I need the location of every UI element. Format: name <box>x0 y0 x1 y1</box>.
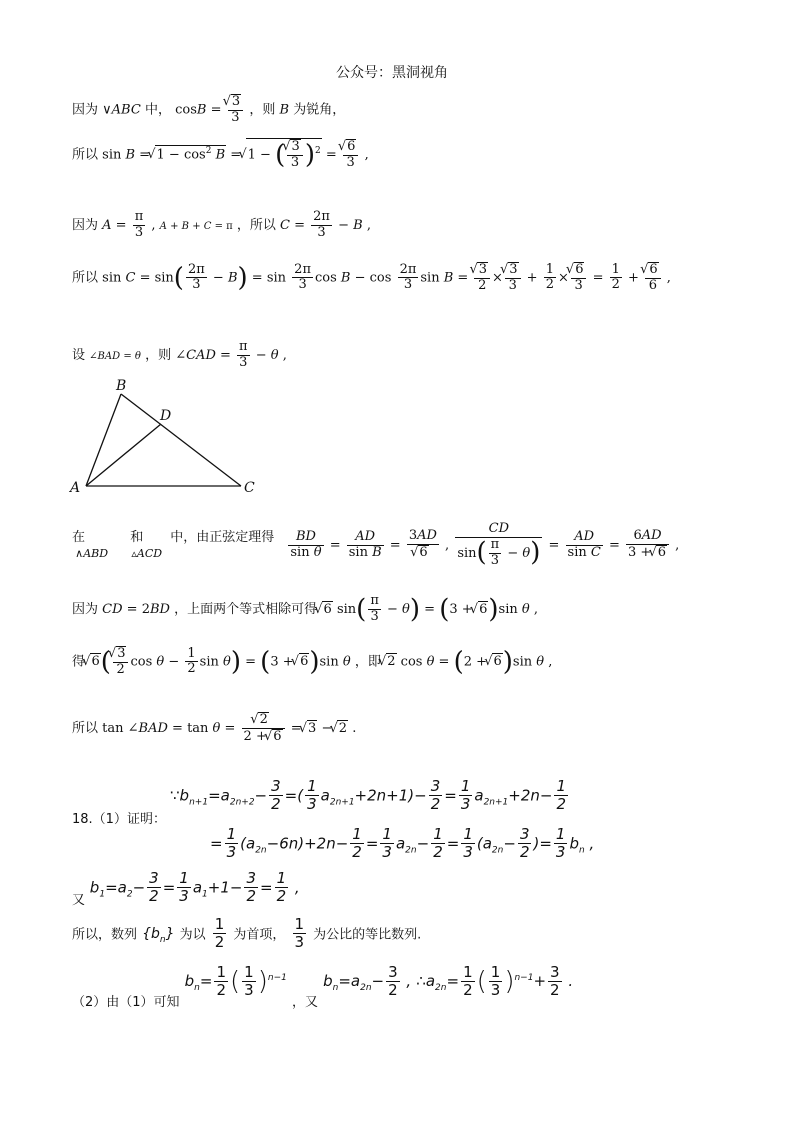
line-3: 因为 A = $\frac{\pi}{3}$ , A + B + C = π ，所以 C = $\frac{2\pi}{3}$ − B , <box>72 209 371 240</box>
label-a: A <box>70 480 81 496</box>
line-6: 在 $_{\wedge ABD}$ 和 $_{▵ACD}$ 中，由正弦定理得 $\frac{BD}{\text{sin θ}}$ = $\frac{AD}{\text{sin B}}$ = 3AD √ 6 , CD sin( $\frac{\pi}{3}$ − θ) = $\frac{AD}{\text{sin C}}$ = $\frac{6AD}{3 + √ 6}$ , <box>72 522 679 569</box>
line-2: 所以 sin B = √ $1 - \cos^2 B$ = √ 1 − ( √ $\frac{3}{3}$ )$^2$ = √ $\frac{6}{3}$ , <box>72 138 369 171</box>
line-1: 因为 ∨ABC 中， cosB = √ $\frac{3}{3}$ ，则 B 为锐角， <box>72 94 345 126</box>
edge-bc <box>121 394 241 486</box>
label-b: B <box>116 378 127 394</box>
q18-line-2: = $\frac{1}{3}$ $(a_{2n}-6n)+2n-$ $\frac{1}{2}$ = $\frac{1}{3}$ $a_{2n}-$ $\frac{1}{2}$ = $\frac{1}{3}$ ($a_{2n}-$ $\frac{3}{2}$ )= $\frac{1}{3}$ $b_n$ , <box>210 825 595 862</box>
line-4: 所以 sin C = sin( $\frac{2\pi}{3}$ − B) = sin $\frac{2\pi}{3}$ cos B − cos $\frac{2\pi}{3}$ sin B = √ $\frac{3}{2}$ × √ $\frac{3}{3}$ + $\frac{1}{2}$ × √ $\frac{6}{3}$ = $\frac{1}{2}$ + √ $\frac{6}{6}$ , <box>72 262 671 294</box>
q18-line-4: 所以，数列 $\{b_n\}$ 为以 $\frac{1}{2}$ 为首项， $\frac{1}{3}$ 为公比的等比数列. <box>72 915 422 952</box>
line-9: 所以 tan ∠BAD = tan θ = √ $\frac{2}{2 + √ 6}$ = √ 3 − √ 2 . <box>72 712 356 745</box>
label-d: D <box>160 408 172 424</box>
triangle-figure <box>66 376 276 500</box>
q18-line-1: $\because b_{n+1}=a_{2n+2}-$ $\frac{3}{2}$ =( $\frac{1}{3}$ $a_{2n+1}+2n+1)-$ $\frac{3}{2}$ = $\frac{1}{3}$ $a_{2n+1}+2n-$ $\frac{1}{2}$ <box>170 777 567 814</box>
q18-label: 18.（1）证明： <box>72 812 166 827</box>
q18-line-3: 又 $b_1=a_2-$ $\frac{3}{2}$ = $\frac{1}{3}$ $a_1+1-$ $\frac{3}{2}$ = $\frac{1}{2}$ , <box>72 869 300 909</box>
line-5: 设 ∠BAD = θ ，则 ∠CAD = $\frac{\pi}{3}$ − θ , <box>72 339 287 370</box>
page-header: 公众号：黑洞视角 <box>336 65 448 81</box>
q18-line-5: $_{(2)由(1)可知}$ $b_n=$ $\frac{1}{2}$ ( $\frac{1}{3}$ )$^{n-1}$ $_{,又}$ $b_n=a_{2n}-$ $\frac{3}{2}$ , $\therefore a_{2n}=$ $\frac{1}{2}$ ( $\frac{1}{3}$ )$^{n-1}$+ $\frac{3}{2}$ . <box>72 963 574 1011</box>
label-c: C <box>244 480 255 496</box>
line-7: 因为 CD = 2BD ，上面两个等式相除可得 √ 6 sin( $\frac{\pi}{3}$ − θ) = (3 + √ 6)sin θ , <box>72 594 538 625</box>
line-8: 得 √ 6( √ $\frac{3}{2}$ cos θ − $\frac{1}{2}$ sin θ) = (3 + √ 6)sin θ ，即 √ 2 cos θ = (2 + √ 6)sin θ , <box>72 646 552 678</box>
